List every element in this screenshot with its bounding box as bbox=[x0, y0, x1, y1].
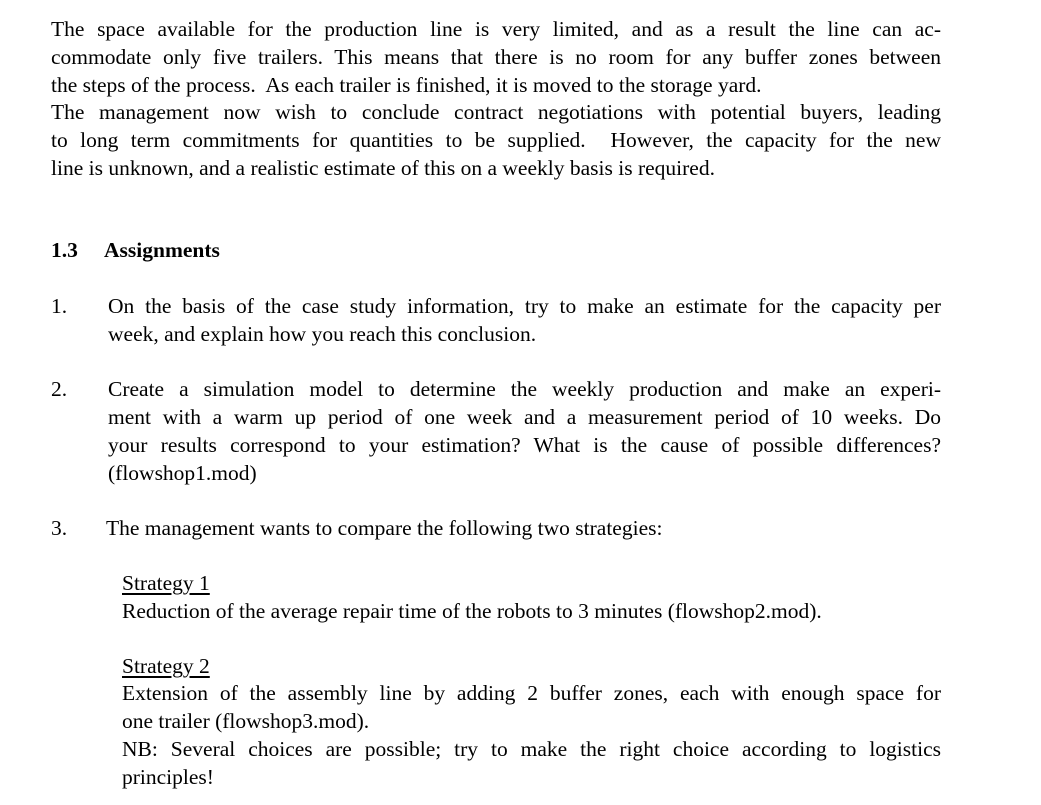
assignment-number: 1. bbox=[51, 294, 68, 318]
strategy-line: Extension of the assembly line by adding 2 buffer zones, each with enough space for bbox=[122, 681, 941, 705]
assignment-line: your results correspond to your estimation? What is the cause of possible differences? bbox=[108, 433, 941, 457]
intro-line: the steps of the process. As each trailer is finished, it is moved to the storage yard. bbox=[51, 73, 762, 97]
strategy-line: one trailer (flowshop3.mod). bbox=[122, 709, 370, 733]
intro-line: line is unknown, and a realistic estimate of this on a weekly basis is required. bbox=[51, 156, 715, 180]
intro-line: to long term commitments for quantities to be supplied. However, the capacity for the new bbox=[51, 128, 941, 152]
strategy-line: Reduction of the average repair time of the robots to 3 minutes (flowshop2.mod). bbox=[122, 599, 822, 623]
assignment-number: 3. bbox=[51, 516, 68, 540]
assignment-line: (flowshop1.mod) bbox=[108, 461, 257, 485]
section-title: Assignments bbox=[104, 238, 220, 262]
assignment-line: On the basis of the case study information, try to make an estimate for the capacity per bbox=[108, 294, 941, 318]
assignment-number: 2. bbox=[51, 377, 68, 401]
assignment-line: The management wants to compare the following two strategies: bbox=[106, 516, 663, 540]
strategy-title: Strategy 2 bbox=[122, 654, 210, 678]
strategy-title: Strategy 1 bbox=[122, 571, 210, 595]
assignment-line: ment with a warm up period of one week and a measurement period of 10 weeks. Do bbox=[108, 405, 941, 429]
strategy-line: principles! bbox=[122, 765, 214, 789]
intro-line: commodate only five trailers. This means that there is no room for any buffer zones between bbox=[51, 45, 941, 69]
assignment-line: week, and explain how you reach this conclusion. bbox=[108, 322, 537, 346]
intro-line: The management now wish to conclude contract negotiations with potential buyers, leading bbox=[51, 100, 941, 124]
section-number: 1.3 bbox=[51, 238, 78, 262]
intro-line: The space available for the production line is very limited, and as a result the line can ac- bbox=[51, 17, 941, 41]
strategy-line: NB: Several choices are possible; try to make the right choice according to logistics bbox=[122, 737, 941, 761]
assignment-line: Create a simulation model to determine the weekly production and make an experi- bbox=[108, 377, 941, 401]
